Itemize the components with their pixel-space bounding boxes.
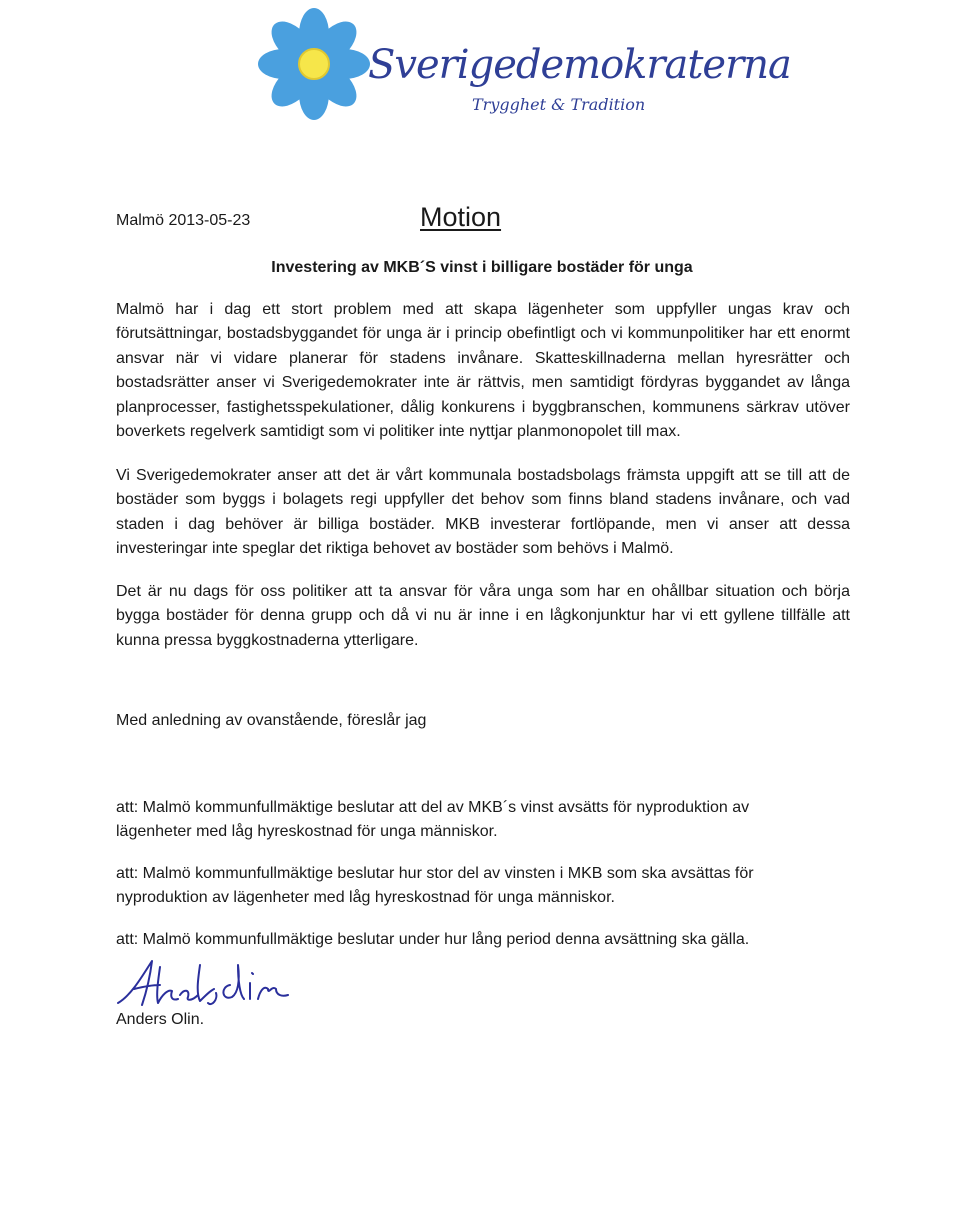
svg-text:Trygghet & Tradition: Trygghet & Tradition — [472, 95, 646, 114]
svg-text:Sverigedemokraterna: Sverigedemokraterna — [368, 42, 791, 88]
handwritten-signature — [112, 955, 292, 1015]
att-clause-2: att: Malmö kommunfullmäktige beslutar hur stor del av vinsten i MKB som ska avsättas för nyproduktion av lägenheter med låg hyreskostnad för unga människor. — [116, 865, 754, 907]
document-title: Motion — [420, 202, 502, 232]
signature-icon — [112, 955, 292, 1015]
paragraph-2 — [116, 464, 850, 562]
paragraph-text: Det är nu dags för oss politiker att ta ansvar för våra unga som har en ohållbar situation och börja bygga bostäder för denna grupp och då vi nu är inne i en lågkonjunktur har vi ett gyllene tillfälle att kunna pressa byggkostnaderna ytterligare. — [116, 583, 850, 649]
signer-name: Anders Olin. — [116, 1011, 205, 1028]
paragraph-text: Malmö har i dag ett stort problem med att skapa lägenheter som uppfyller ungas krav och förutsättningar, bostadsbyggandet för unga är i princip obefintligt och vi kommunpolitiker har ett enormt ansvar när vi vidare planerar för stadens invånare. Skatteskillnaderna mellan hyresrätter och bostadsrätter anser vi Sverigedemokrater inte är rättvis, men samtidigt fördyras byggandet av långa planprocesser, fastighetsspekulationer, dålig konkurens i byggbranschen, kommunens särkrav utöver boverkets regelverk samtidigt som vi politiker inte nyttjar planmonopolet till max. — [116, 301, 850, 441]
att-clause-1: att: Malmö kommunfullmäktige beslutar att del av MKB´s vinst avsätts för nyproduktion av lägenheter med låg hyreskostnad för unga människor. — [116, 799, 750, 841]
paragraph-3 — [116, 580, 850, 653]
document-date: Malmö 2013-05-23 — [116, 212, 251, 229]
paragraph-1 — [116, 298, 850, 444]
proposal-intro: Med anledning av ovanstående, föreslår jag — [116, 712, 427, 729]
flower-logo-icon — [262, 4, 791, 124]
motion-subtitle: Investering av MKB´S vinst i billigare bostäder för unga — [271, 259, 693, 276]
party-logo — [262, 4, 791, 124]
paragraph-text: Vi Sverigedemokrater anser att det är vårt kommunala bostadsbolags främsta uppgift att se till att de bostäder som byggs i bolagets regi uppfyller det behov som finns bland stadens invånare, och vad staden i dag behöver är billiga bostäder. MKB investerar fortlöpande, men vi anser att dessa investeringar inte speglar det riktiga behovet av bostäder som behövs i Malmö. — [116, 467, 850, 558]
att-clause-3: att: Malmö kommunfullmäktige beslutar under hur lång period denna avsättning ska gälla. — [116, 931, 750, 948]
